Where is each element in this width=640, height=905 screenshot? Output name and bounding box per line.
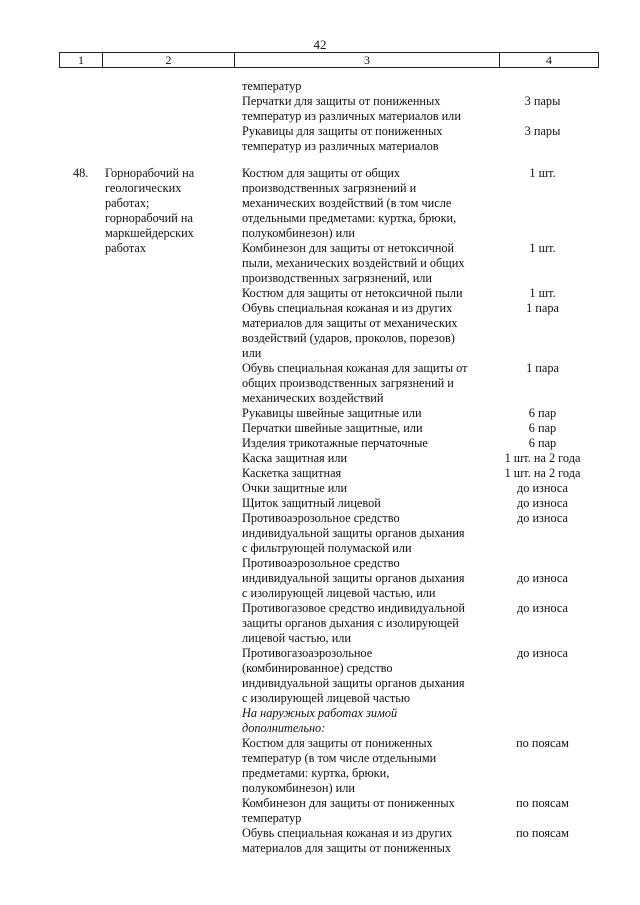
- item-text: Костюм для защиты от нетоксичной пыли: [242, 286, 463, 300]
- column-header-2: 2: [103, 53, 235, 67]
- page-number: 42: [313, 37, 327, 52]
- item-text: На наружных работах зимой дополнительно:: [242, 706, 398, 735]
- quantity: до износа: [516, 571, 569, 585]
- item-text: Рукавицы для защиты от пониженных температур из различных материалов: [242, 124, 443, 153]
- quantity: 1 пара: [526, 361, 559, 375]
- column-header-4: 4: [546, 53, 552, 67]
- item-text: Каскетка защитная: [242, 466, 342, 480]
- table-header: [59, 52, 599, 68]
- item-text: Противогазоаэрозольное (комбинированное) средство индивидуальной защиты органов дыхания с изолирующей лицевой частью: [242, 646, 465, 705]
- item-text: Комбинезон для защиты от пониженных температур: [242, 796, 455, 825]
- quantity: до износа: [516, 481, 569, 495]
- quantity: по поясам: [516, 796, 569, 810]
- quantity: до износа: [516, 646, 569, 660]
- quantity: 6 пар: [528, 406, 557, 420]
- item-text: Противоаэрозольное средство индивидуальной защиты органов дыхания с фильтрующей полумаской или: [242, 511, 465, 555]
- quantity: 3 пары: [524, 94, 561, 108]
- quantity: 1 шт.: [529, 286, 556, 300]
- quantity: по поясам: [516, 736, 569, 750]
- quantity: 3 пары: [524, 124, 561, 138]
- item-text: Очки защитные или: [242, 481, 348, 495]
- item-text: Обувь специальная кожаная для защиты от общих производственных загрязнений и механических воздействий: [242, 361, 468, 405]
- quantity: до износа: [516, 601, 569, 615]
- quantity: 1 пара: [526, 301, 559, 315]
- quantity: 1 шт.: [529, 166, 556, 180]
- row-number: 48.: [73, 166, 89, 180]
- quantity: до износа: [516, 511, 569, 525]
- item-text: Комбинезон для защиты от нетоксичной пыли, механических воздействий и общих производственных загрязнений, или: [242, 241, 465, 285]
- item-text: Рукавицы швейные защитные или: [242, 406, 422, 420]
- quantity: до износа: [516, 496, 569, 510]
- item-text: Перчатки швейные защитные, или: [242, 421, 423, 435]
- quantity: 1 шт.: [529, 241, 556, 255]
- quantity: 1 шт. на 2 года: [504, 451, 581, 465]
- item-text: Перчатки для защиты от пониженных температур из различных материалов или: [242, 94, 461, 123]
- occupation: Горнорабочий на геологических работах; горнорабочий на маркшейдерских работах: [105, 166, 195, 255]
- item-text: Каска защитная или: [242, 451, 348, 465]
- item-text: Костюм для защиты от общих производственных загрязнений и механических воздействий (в том числе отдельными предметами: куртка, брюки, полукомбинезон) или: [242, 166, 457, 240]
- item-text: температур: [242, 79, 302, 93]
- item-text: Противогазовое средство индивидуальной защиты органов дыхания с изолирующей лицевой частью, или: [242, 601, 466, 645]
- item-text: Костюм для защиты от пониженных температур (в том числе отдельными предметами: куртка, брюки, полукомбинезон) или: [242, 736, 437, 795]
- column-header-3: 3: [235, 53, 500, 67]
- column-header-1: 1: [60, 53, 103, 67]
- quantity: 1 шт. на 2 года: [504, 466, 581, 480]
- item-text: Щиток защитный лицевой: [242, 496, 381, 510]
- item-text: Противоаэрозольное средство индивидуальной защиты органов дыхания с изолирующей лицевой частью, или: [242, 556, 465, 600]
- item-text: Изделия трикотажные перчаточные: [242, 436, 428, 450]
- quantity: 6 пар: [528, 421, 557, 435]
- item-text: Обувь специальная кожаная и из других материалов для защиты от механических воздействий (ударов, проколов, порезов) или: [242, 301, 458, 360]
- quantity: 6 пар: [528, 436, 557, 450]
- quantity: по поясам: [516, 826, 569, 840]
- item-text: Обувь специальная кожаная и из других материалов для защиты от пониженных: [242, 826, 453, 855]
